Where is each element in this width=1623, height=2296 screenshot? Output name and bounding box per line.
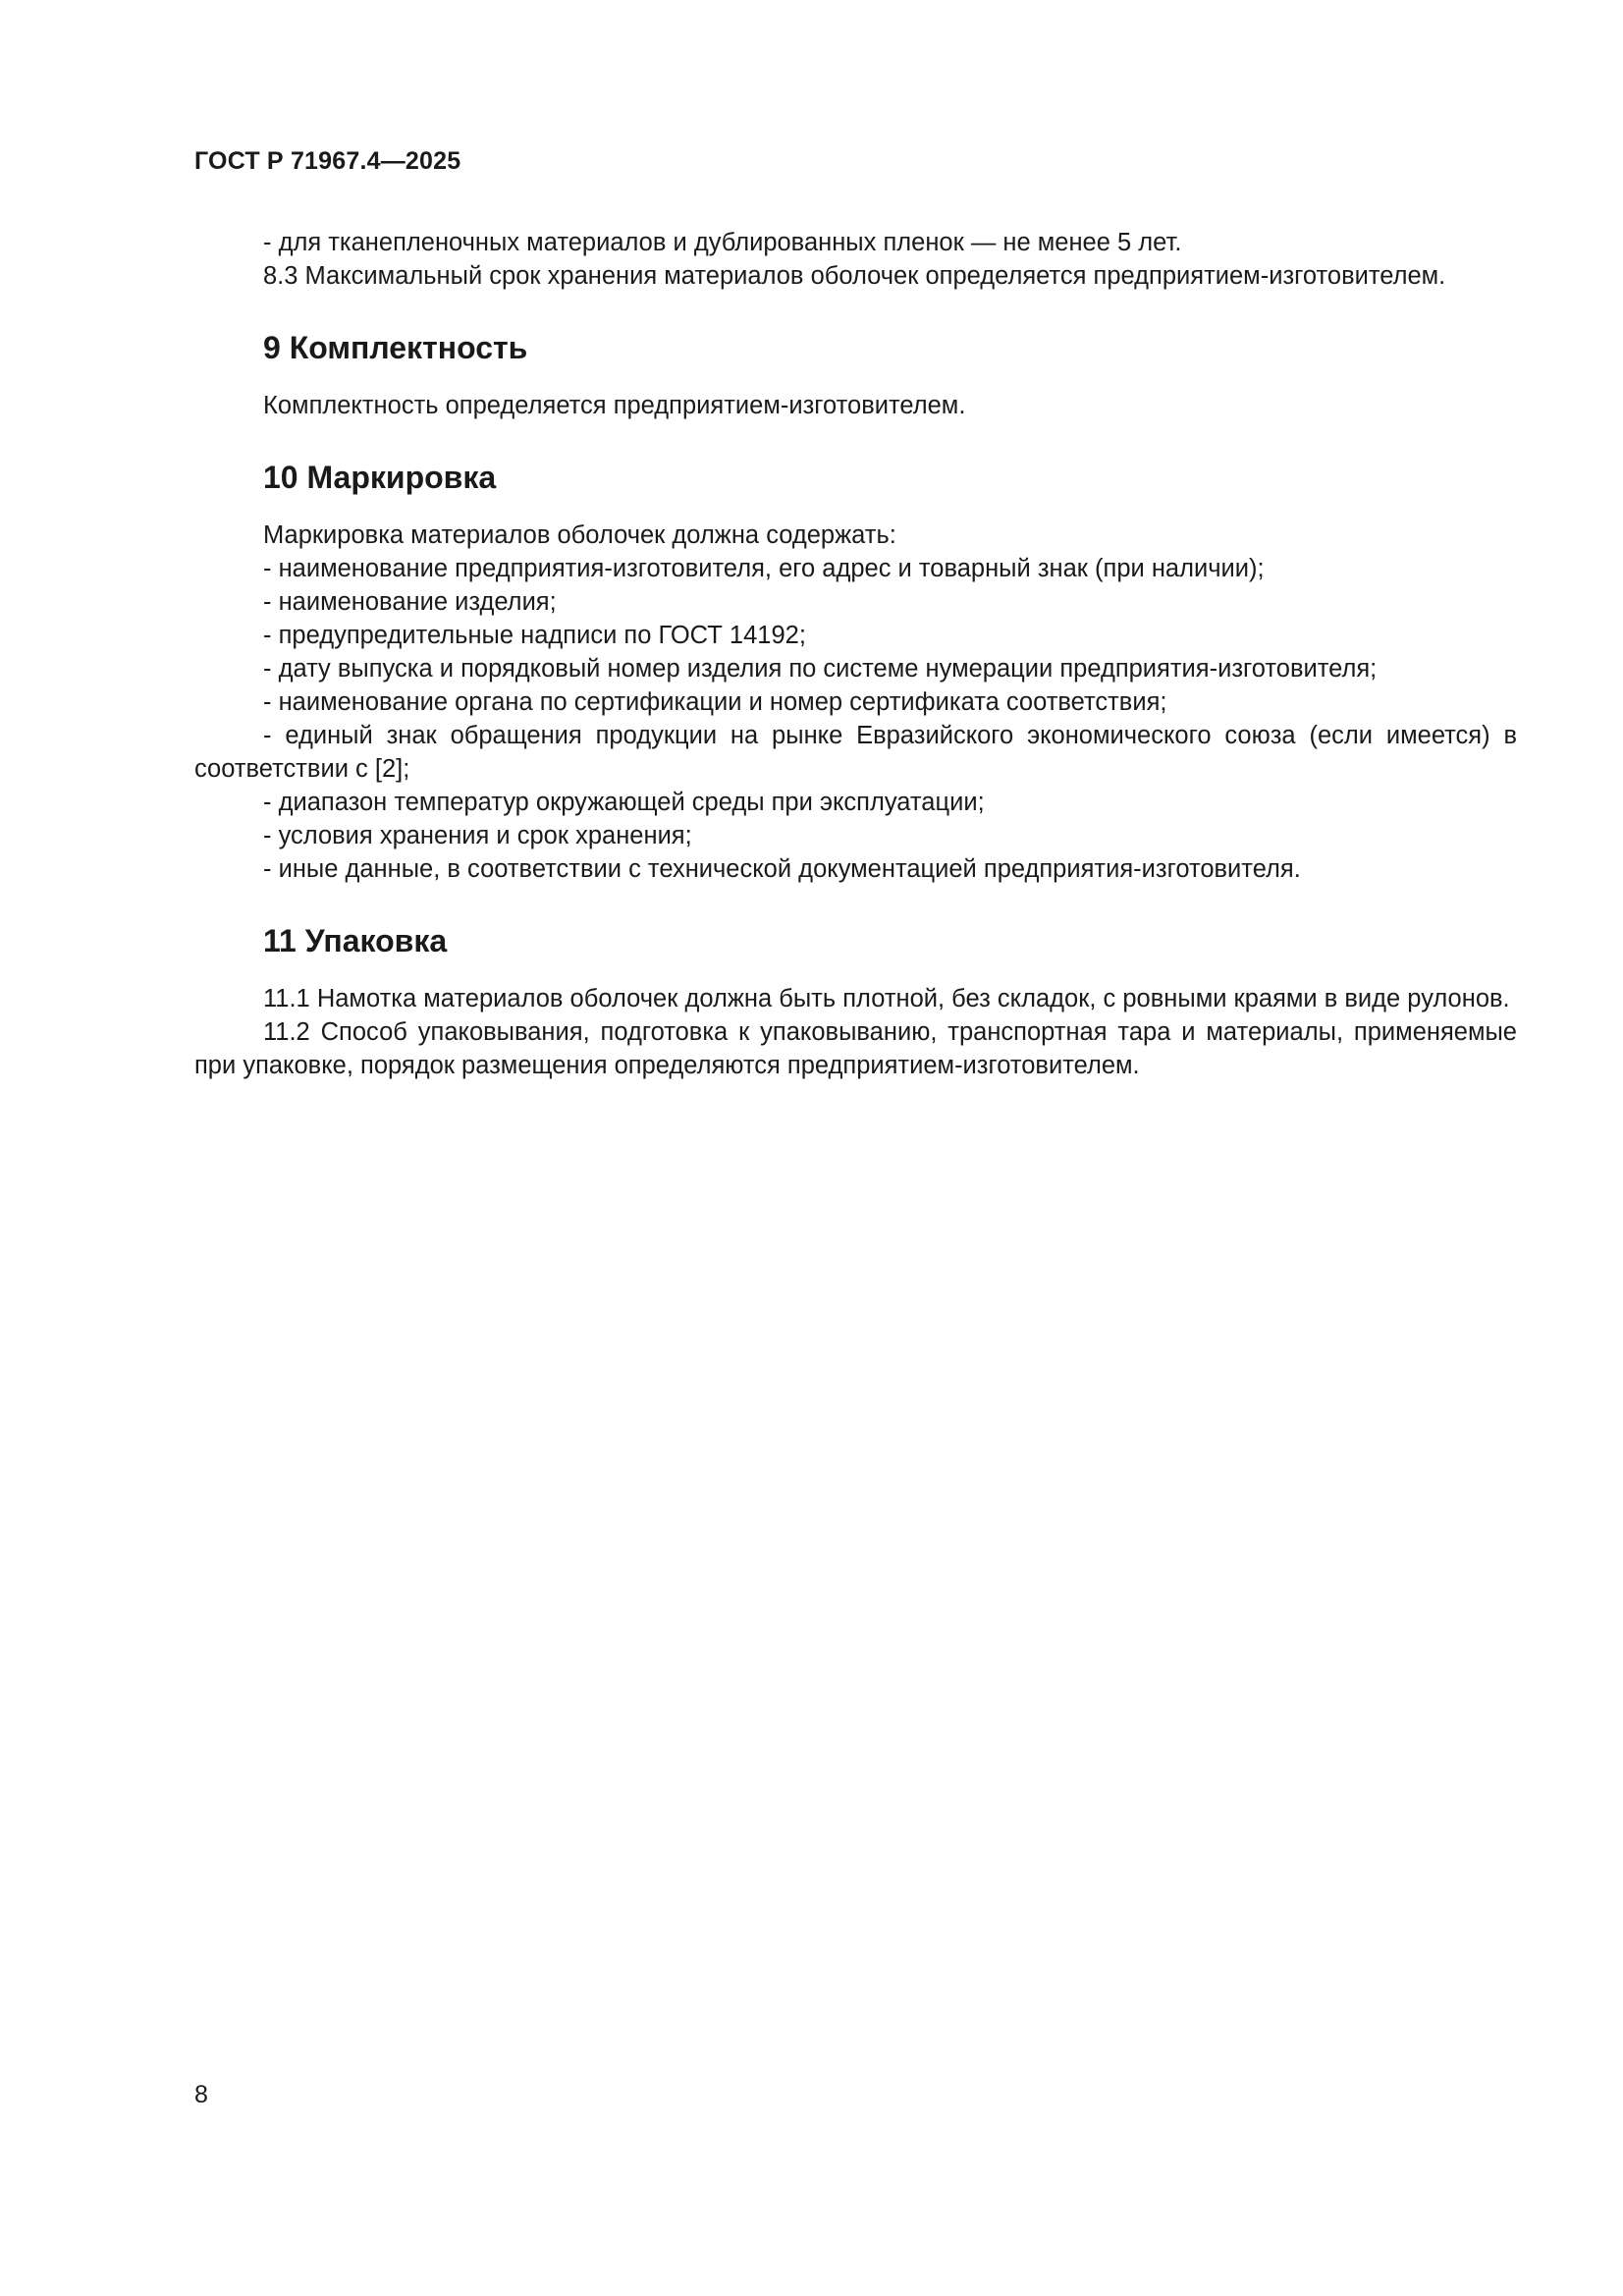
list-item: - наименование предприятия-изготовителя, его адрес и товарный знак (при наличии); bbox=[263, 555, 1265, 582]
paragraph: 11.1 Намотка материалов оболочек должна быть плотной, без складок, с ровными краями в виде рулонов. bbox=[263, 985, 1510, 1012]
list-item: - условия хранения и срок хранения; bbox=[263, 822, 692, 849]
paragraph: 11.2 Способ упаковывания, подготовка к упаковыванию, транспортная тара и материалы, применяемые при упаковке, порядок размещения определяются предприятием-изготовителем. bbox=[194, 1018, 1517, 1079]
list-item: - иные данные, в соответствии с технической документацией предприятия-изготовителя. bbox=[263, 855, 1301, 883]
list-item: - единый знак обращения продукции на рынке Евразийского экономического союза (если имеется) в соответствии с [2]; bbox=[194, 722, 1517, 783]
list-item: - дату выпуска и порядковый номер изделия по системе нумерации предприятия-изготовителя; bbox=[263, 655, 1378, 683]
paragraph: Комплектность определяется предприятием-изготовителем. bbox=[263, 392, 966, 419]
section-heading: 9 Комплектность bbox=[263, 330, 528, 365]
paragraph: 8.3 Максимальный срок хранения материалов оболочек определяется предприятием-изготовителем. bbox=[263, 262, 1446, 290]
page-number: 8 bbox=[194, 2081, 208, 2108]
list-item: - наименование органа по сертификации и номер сертификата соответствия; bbox=[263, 688, 1167, 716]
list-item: - наименование изделия; bbox=[263, 588, 557, 616]
document-body bbox=[194, 226, 1517, 1082]
section-heading: 10 Маркировка bbox=[263, 460, 497, 495]
paragraph: - для тканепленочных материалов и дублированных пленок — не менее 5 лет. bbox=[263, 229, 1182, 256]
paragraph: Маркировка материалов оболочек должна содержать: bbox=[263, 521, 896, 549]
list-item: - предупредительные надписи по ГОСТ 14192; bbox=[263, 622, 806, 649]
list-item: - диапазон температур окружающей среды при эксплуатации; bbox=[263, 789, 985, 816]
document-header: ГОСТ Р 71967.4—2025 bbox=[194, 147, 461, 175]
section-heading: 11 Упаковка bbox=[263, 923, 448, 958]
